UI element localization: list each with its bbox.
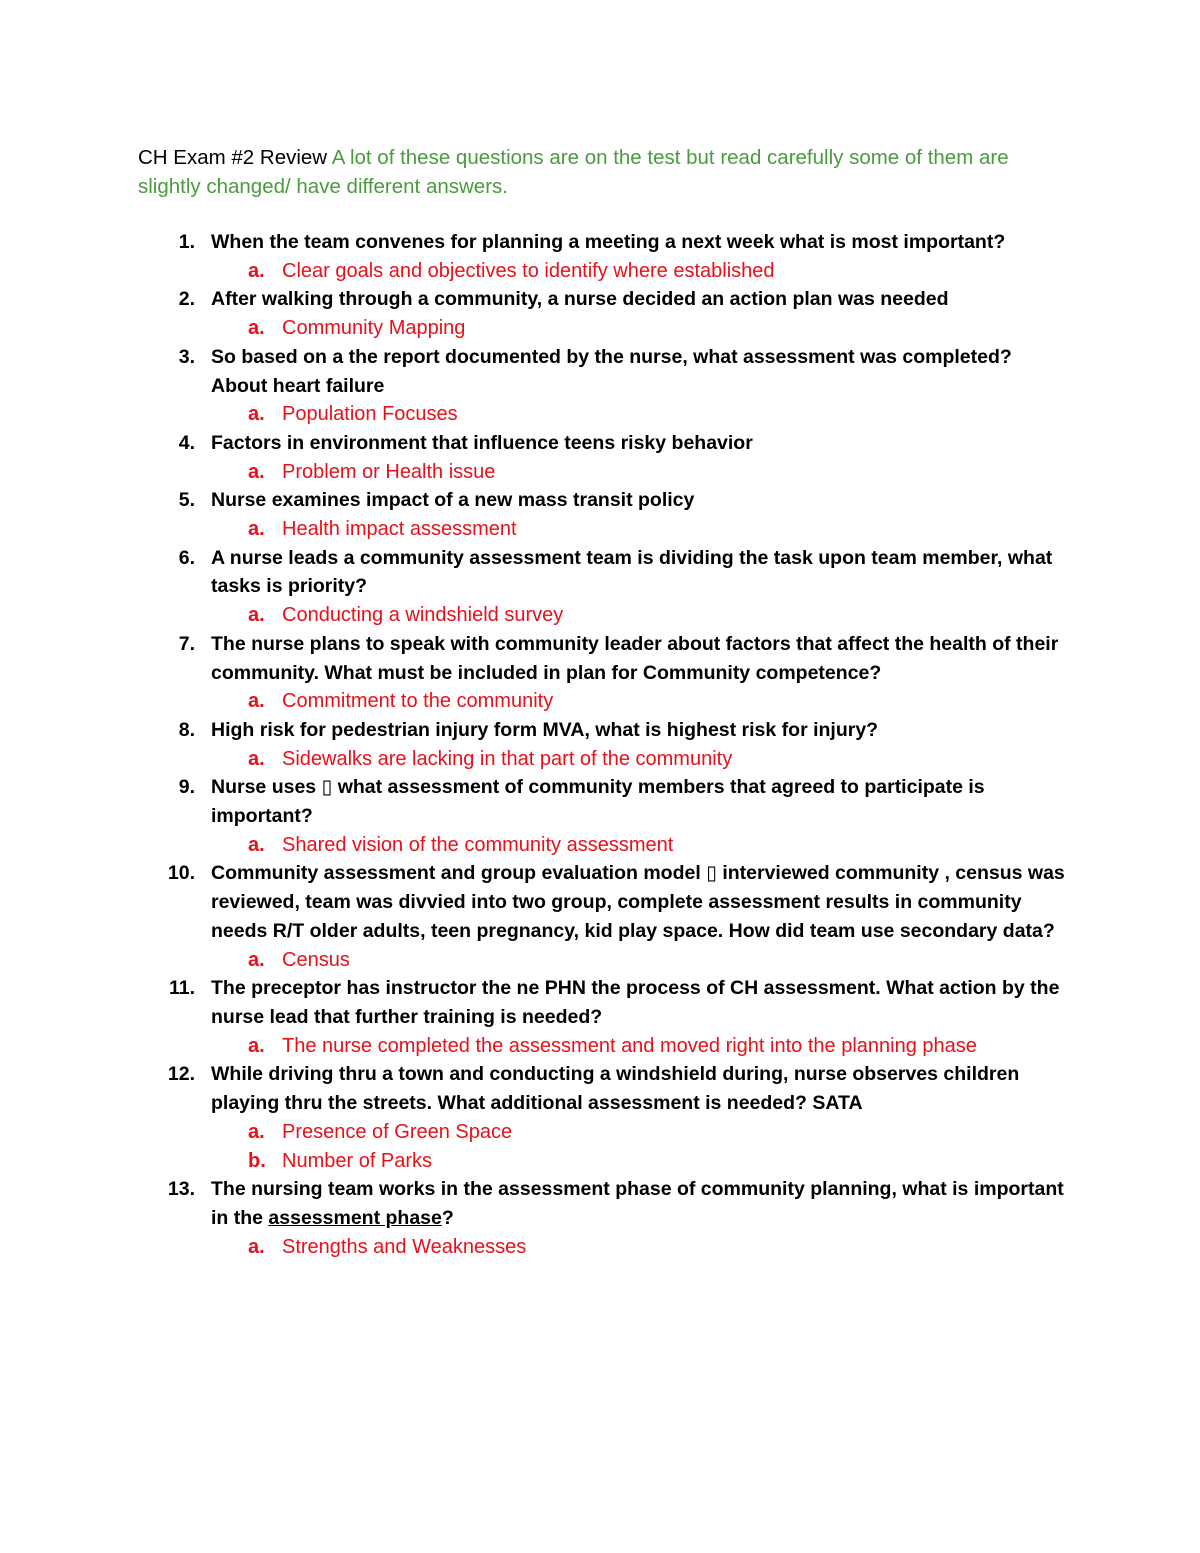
header-note: A lot of these questions are on the test but read carefully some of them are slightly changed/ have different answers. (138, 146, 1009, 198)
question-number: 13. (167, 1178, 195, 1201)
answer-item (211, 687, 1071, 716)
question-item (0, 429, 1071, 486)
answer-item (211, 601, 1071, 630)
underlined-phrase: assessment phase (268, 1206, 442, 1229)
answer-letter: a. (248, 1034, 265, 1057)
answer-item (211, 515, 1071, 544)
question-item (0, 486, 1071, 543)
question-text: Community assessment and group evaluation model ▯ interviewed community , census was reviewed, team was divvied into two group, complete assessment results in community needs R/T older adults, teen pregnancy, kid play space. How did team use secondary data? (211, 862, 1065, 942)
answer-item (211, 1147, 1071, 1176)
question-item (0, 859, 1071, 974)
question-item (0, 1060, 1071, 1175)
answer-letter: a. (248, 833, 265, 856)
question-item (0, 343, 1071, 429)
question-text (211, 1178, 1064, 1229)
answer-list (211, 601, 1071, 630)
answer-text: Problem or Health issue (282, 460, 496, 483)
question-number: 4. (178, 431, 195, 454)
answer-item (211, 458, 1071, 487)
question-number: 10. (167, 862, 195, 885)
answer-letter: a. (248, 690, 265, 713)
question-text-part: The nursing team works in the assessment phase of community planning, what is important in the (211, 1178, 1064, 1229)
answer-list (211, 745, 1071, 774)
question-number: 5. (178, 489, 195, 512)
document-header (138, 143, 1068, 201)
answer-letter: b. (248, 1149, 266, 1172)
question-item (0, 716, 1071, 773)
answer-list (211, 687, 1071, 716)
answer-letter: a. (248, 403, 265, 426)
question-text: High risk for pedestrian injury form MVA, what is highest risk for injury? (211, 718, 879, 741)
question-text-part: ? (441, 1206, 454, 1229)
answer-item (211, 1032, 1071, 1061)
question-item (0, 1175, 1071, 1261)
answer-list (211, 946, 1071, 975)
question-text: When the team convenes for planning a meeting a next week what is most important? (211, 231, 1006, 253)
question-item (0, 773, 1071, 859)
question-text: While driving thru a town and conducting a windshield during, nurse observes children playing thru the streets. What additional assessment is needed? SATA (211, 1063, 1020, 1115)
question-item (0, 974, 1071, 1060)
question-text: The nurse plans to speak with community leader about factors that affect the health of their community. What must be included in plan for Community competence? (211, 632, 1059, 684)
answer-item (211, 314, 1071, 343)
answer-text: Strengths and Weaknesses (282, 1235, 527, 1258)
answer-letter: a. (248, 317, 265, 340)
answer-item (211, 1233, 1071, 1262)
answer-item (211, 745, 1071, 774)
answer-letter: a. (248, 259, 265, 282)
answer-letter: a. (248, 518, 265, 541)
answer-text: Clear goals and objectives to identify where established (282, 259, 775, 282)
question-item (0, 544, 1071, 630)
answer-list (211, 257, 1071, 286)
document-title: CH Exam #2 Review (138, 146, 328, 169)
question-item (0, 228, 1071, 285)
question-number: 6. (178, 546, 195, 569)
answer-list (211, 400, 1071, 429)
question-number: 1. (178, 231, 195, 253)
answer-letter: a. (248, 747, 265, 770)
question-text: After walking through a community, a nurse decided an action plan was needed (211, 288, 949, 311)
question-text: Nurse examines impact of a new mass transit policy (211, 489, 695, 512)
question-item (0, 285, 1071, 342)
answer-text: Population Focuses (282, 403, 458, 426)
question-number: 11. (168, 977, 195, 1000)
question-text: A nurse leads a community assessment team is dividing the task upon team member, what tasks is priority? (211, 546, 1053, 598)
answer-text: Presence of Green Space (282, 1120, 513, 1143)
answer-text: Community Mapping (282, 317, 466, 340)
question-list (0, 228, 1200, 1261)
question-item (0, 630, 1071, 716)
question-number: 9. (178, 776, 195, 799)
answer-text: The nurse completed the assessment and moved right into the planning phase (282, 1034, 977, 1057)
answer-list (211, 515, 1071, 544)
answer-item (211, 400, 1071, 429)
answer-letter: a. (248, 460, 265, 483)
question-text: Factors in environment that influence teens risky behavior (211, 431, 753, 454)
answer-letter: a. (248, 948, 265, 971)
answer-list (211, 1032, 1071, 1061)
answer-text: Number of Parks (282, 1149, 433, 1172)
question-number: 8. (178, 718, 195, 741)
answer-text: Shared vision of the community assessment (282, 833, 674, 856)
question-number: 3. (178, 345, 195, 368)
answer-text: Census (282, 948, 350, 971)
answer-item (211, 946, 1071, 975)
answer-letter: a. (248, 1235, 265, 1258)
answer-item (211, 831, 1071, 860)
question-number: 7. (178, 632, 195, 655)
answer-text: Sidewalks are lacking in that part of the community (282, 747, 733, 770)
answer-text: Health impact assessment (282, 518, 517, 541)
answer-text: Commitment to the community (282, 690, 554, 713)
question-text: So based on a the report documented by the nurse, what assessment was completed? About heart failure (211, 345, 1012, 397)
question-number: 12. (167, 1063, 195, 1086)
answer-letter: a. (248, 1120, 265, 1143)
answer-text: Conducting a windshield survey (282, 604, 564, 627)
answer-letter: a. (248, 604, 265, 627)
question-text: Nurse uses ▯ what assessment of community members that agreed to participate is important? (211, 776, 985, 828)
answer-list (211, 1118, 1071, 1175)
answer-list (211, 458, 1071, 487)
question-number: 2. (178, 288, 195, 311)
answer-list (211, 831, 1071, 860)
answer-item (211, 1118, 1071, 1147)
question-text: The preceptor has instructor the ne PHN the process of CH assessment. What action by the nurse lead that further training is needed? (211, 977, 1060, 1028)
answer-item (211, 257, 1071, 286)
answer-list (211, 314, 1071, 343)
answer-list (211, 1233, 1071, 1262)
